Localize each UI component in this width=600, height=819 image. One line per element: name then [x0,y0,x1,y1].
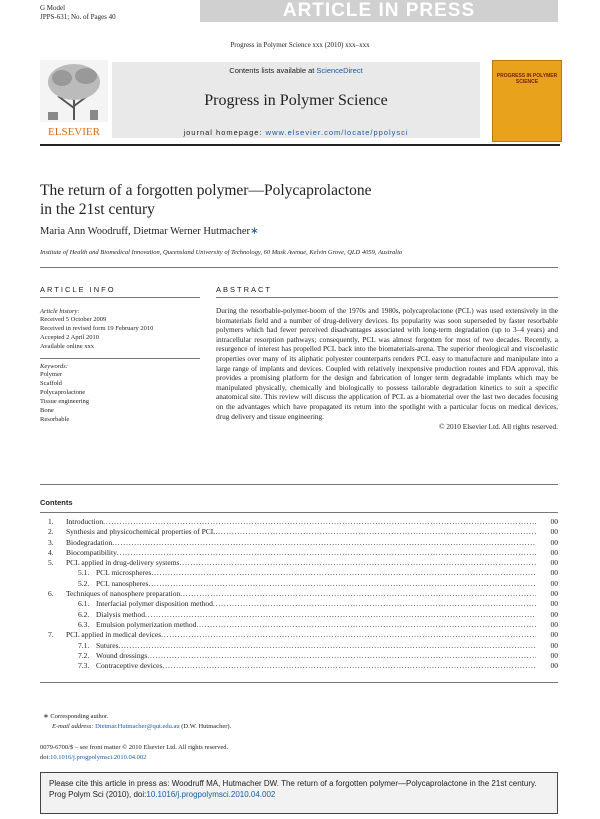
toc-leader-dots [103,517,536,527]
footnote-mark: ∗ [43,713,49,720]
article-title [40,181,520,219]
toc-page-number: 00 [550,599,558,609]
cover-title: PROGRESS IN POLYMER SCIENCE [496,73,558,85]
toc-leader-dots [147,651,536,661]
history-item: Accepted 2 April 2010 [40,334,100,341]
history-label: Article history: [40,308,80,315]
elsevier-logo [40,60,108,138]
toc-page-number: 00 [550,609,558,619]
toc-number: 6.1. [78,599,90,609]
toc-page-number: 00 [550,568,558,578]
keyword: Polycaprolactone [40,389,86,396]
toc-title[interactable]: Biodegradation [66,537,113,547]
email-owner: (D.W. Hutmacher). [181,723,232,730]
citation-doi-link[interactable]: 10.1016/j.progpolymsci.2010.04.002 [146,790,276,799]
divider [40,267,558,268]
toc-entry[interactable] [40,558,558,568]
contents-availability [112,66,480,75]
toc-entry[interactable] [40,579,558,589]
toc-entry[interactable] [40,589,558,599]
email-label: E-mail address: [52,723,94,730]
doi-label: doi: [40,754,51,761]
toc-number: 7.1. [78,640,90,650]
email-link[interactable]: Dietmar.Hutmacher@qut.edu.au [95,723,180,730]
authors-text: Maria Ann Woodruff, Dietmar Werner Hutmacher [40,226,250,237]
toc-title[interactable]: Techniques of nanosphere preparation [66,589,181,599]
toc-number: 7. [48,630,54,640]
toc-title[interactable]: Synthesis and physicochemical properties of PCL [66,527,216,537]
homepage-link[interactable]: www.elsevier.com/locate/ppolysci [265,128,409,137]
keyword: Tissue engineering [40,398,90,405]
journal-masthead [40,58,560,146]
toc-number: 4. [48,547,54,557]
journal-info-box [112,62,480,138]
keyword: Bone [40,407,54,414]
toc-leader-dots [145,610,536,620]
toc-title[interactable]: Interfacial polymer disposition method [96,599,213,609]
banner-text: ARTICLE IN PRESS [282,0,476,21]
toc-leader-dots [112,538,536,548]
toc-page-number: 00 [550,640,558,650]
toc-number: 6. [48,589,54,599]
toc-number: 1. [48,517,54,526]
citation-text: Please cite this article in press as: Woodruff MA, Hutmacher DW. The return of a forgotten polymer—Polycaprolactone in the 21st century. Prog Polym Sci (2010), doi: [49,779,537,799]
toc-title[interactable]: Biocompatibility [66,547,117,557]
affiliation: Institute of Health and Biomedical Innovation, Queensland University of Technology, 60 Musk Avenue, Kelvin Grove, QLD 4059, Australia [40,249,403,256]
toc-entry[interactable] [40,599,558,609]
publisher-name: ELSEVIER [48,126,100,138]
toc-page-number: 00 [550,578,558,588]
contents-heading: Contents [40,498,73,507]
toc-leader-dots [180,589,536,599]
toc-title[interactable]: Wound dressings [96,650,148,660]
toc-entry[interactable] [40,641,558,651]
toc-entry[interactable] [40,630,558,640]
toc-title[interactable]: PCL applied in medical devices [66,630,162,640]
toc-entry[interactable] [40,661,558,671]
article-info [40,285,200,424]
journal-reference: Progress in Polymer Science xxx (2010) xxx–xxx [230,41,370,49]
model-label: G Model [40,4,66,12]
footnote [40,712,231,732]
toc-leader-dots [213,599,536,609]
table-of-contents [40,517,558,671]
toc-page-number: 00 [550,558,558,568]
toc-page-number: 00 [550,547,558,557]
toc-entry[interactable] [40,517,558,527]
history-item: Available online xxx [40,343,95,350]
toc-number: 3. [48,537,54,547]
toc-leader-dots [215,527,536,537]
toc-page-number: 00 [550,589,558,599]
toc-entry[interactable] [40,568,558,578]
journal-cover-image [492,60,562,142]
toc-page-number: 00 [550,650,558,660]
toc-leader-dots [161,630,536,640]
toc-leader-dots [148,579,536,589]
toc-page-number: 00 [550,517,558,526]
toc-entry[interactable] [40,610,558,620]
toc-title[interactable]: Emulsion polymerization method [96,619,197,629]
toc-title[interactable]: Contraceptive devices [96,661,163,671]
article-header-meta [40,4,116,22]
jpps-label: JPPS-631; [40,13,70,21]
divider [40,484,558,485]
article-info-heading: ARTICLE INFO [40,285,116,294]
toc-title[interactable]: PCL nanospheres [96,578,149,588]
history-item: Received in revised form 19 February 2010 [40,325,154,332]
toc-page-number: 00 [550,619,558,629]
toc-page-number: 00 [550,527,558,537]
toc-number: 5. [48,558,54,568]
citation-box [40,772,558,814]
title-line-1: The return of a forgotten polymer—Polycaprolactone [40,182,372,199]
toc-page-number: 00 [550,537,558,547]
keyword: Scaffold [40,380,62,387]
toc-leader-dots [117,548,536,558]
journal-homepage [112,128,480,137]
toc-entry[interactable] [40,620,558,630]
copyright: © 2010 Elsevier Ltd. All rights reserved. [438,422,558,432]
toc-entry[interactable] [40,548,558,558]
doi-link[interactable]: 10.1016/j.progpolymsci.2010.04.002 [50,754,147,761]
toc-leader-dots [179,558,536,568]
toc-entry[interactable] [40,651,558,661]
corresponding-label: Corresponding author. [50,713,109,720]
keywords-label: Keywords: [40,363,68,370]
contents-prefix: Contents lists available at [229,66,315,75]
toc-page-number: 00 [550,661,558,671]
toc-entry[interactable] [40,527,558,537]
toc-entry[interactable] [40,538,558,548]
front-matter: 0079-6700/$ – see front matter © 2010 Elsevier Ltd. All rights reserved. [40,744,229,751]
author-list [40,225,259,237]
corresponding-mark[interactable]: ∗ [250,226,259,237]
toc-title[interactable]: Sutures [96,640,119,650]
divider [40,682,558,683]
abstract-heading: ABSTRACT [216,285,273,294]
elsevier-tree-icon [40,60,108,138]
toc-title[interactable]: PCL microspheres [96,568,152,578]
toc-number: 2. [48,527,54,537]
keyword: Polymer [40,371,63,378]
journal-title: Progress in Polymer Science [204,92,388,109]
toc-title[interactable]: Dialysis method [96,609,145,619]
divider [40,358,200,359]
toc-leader-dots [119,641,537,651]
abstract [216,285,558,431]
toc-number: 6.3. [78,619,90,629]
toc-number: 5.2. [78,578,90,588]
page-count: No. of Pages 40 [70,13,116,21]
homepage-prefix: journal homepage: [183,128,263,137]
sciencedirect-link[interactable]: ScienceDirect [316,66,363,75]
issn-block [40,743,228,763]
toc-leader-dots [162,661,536,671]
toc-title[interactable]: PCL applied in drug-delivery systems [66,558,180,568]
toc-page-number: 00 [550,630,558,640]
toc-number: 7.2. [78,650,90,660]
toc-number: 6.2. [78,609,90,619]
title-line-2: in the 21st century [40,201,155,218]
divider [40,512,558,513]
abstract-text: During the resorbable-polymer-boom of the 1970s and 1980s, polycaprolactone (PCL) was used extensively in the biomaterials field and a number of drug-delivery devices. Its popularity was soon superseded by faster resorbable polymers which had fewer perceived disadvantages associated with long-term degradation (up to 3–4 years) and intracellular resorption pathways; consequently, PCL was almost forgotten for most of two decades. Recently, a resurgence of interest has propelled PCL back into the biomaterials-arena. The superior rheological and viscoelastic properties over many of its aliphatic polyester counterparts renders PCL easy to manufacture and manipulate into a large range of implants and devices. Coupled with relatively inexpensive production routes and FDA approval, this provides a promising platform for the design and fabrication of longer term degradable implants which may be manipulated physically, chemically and biologically to possess tailorable degradation kinetics to suit a specific anatomical site. This review will discuss the application of PCL as a biomaterial over the last two decades focusing on the advantages which have propagated its return into the spotlight with a particular focus on medical devices, drug delivery and tissue engineering. [216,306,558,421]
keyword: Resorbable [40,416,70,423]
toc-leader-dots [196,620,536,630]
toc-title[interactable]: Introduction [66,517,104,526]
article-in-press-banner [200,0,558,22]
toc-number: 5.1. [78,568,90,578]
toc-leader-dots [151,568,536,578]
history-item: Received 5 October 2009 [40,316,107,323]
toc-number: 7.3. [78,661,90,671]
